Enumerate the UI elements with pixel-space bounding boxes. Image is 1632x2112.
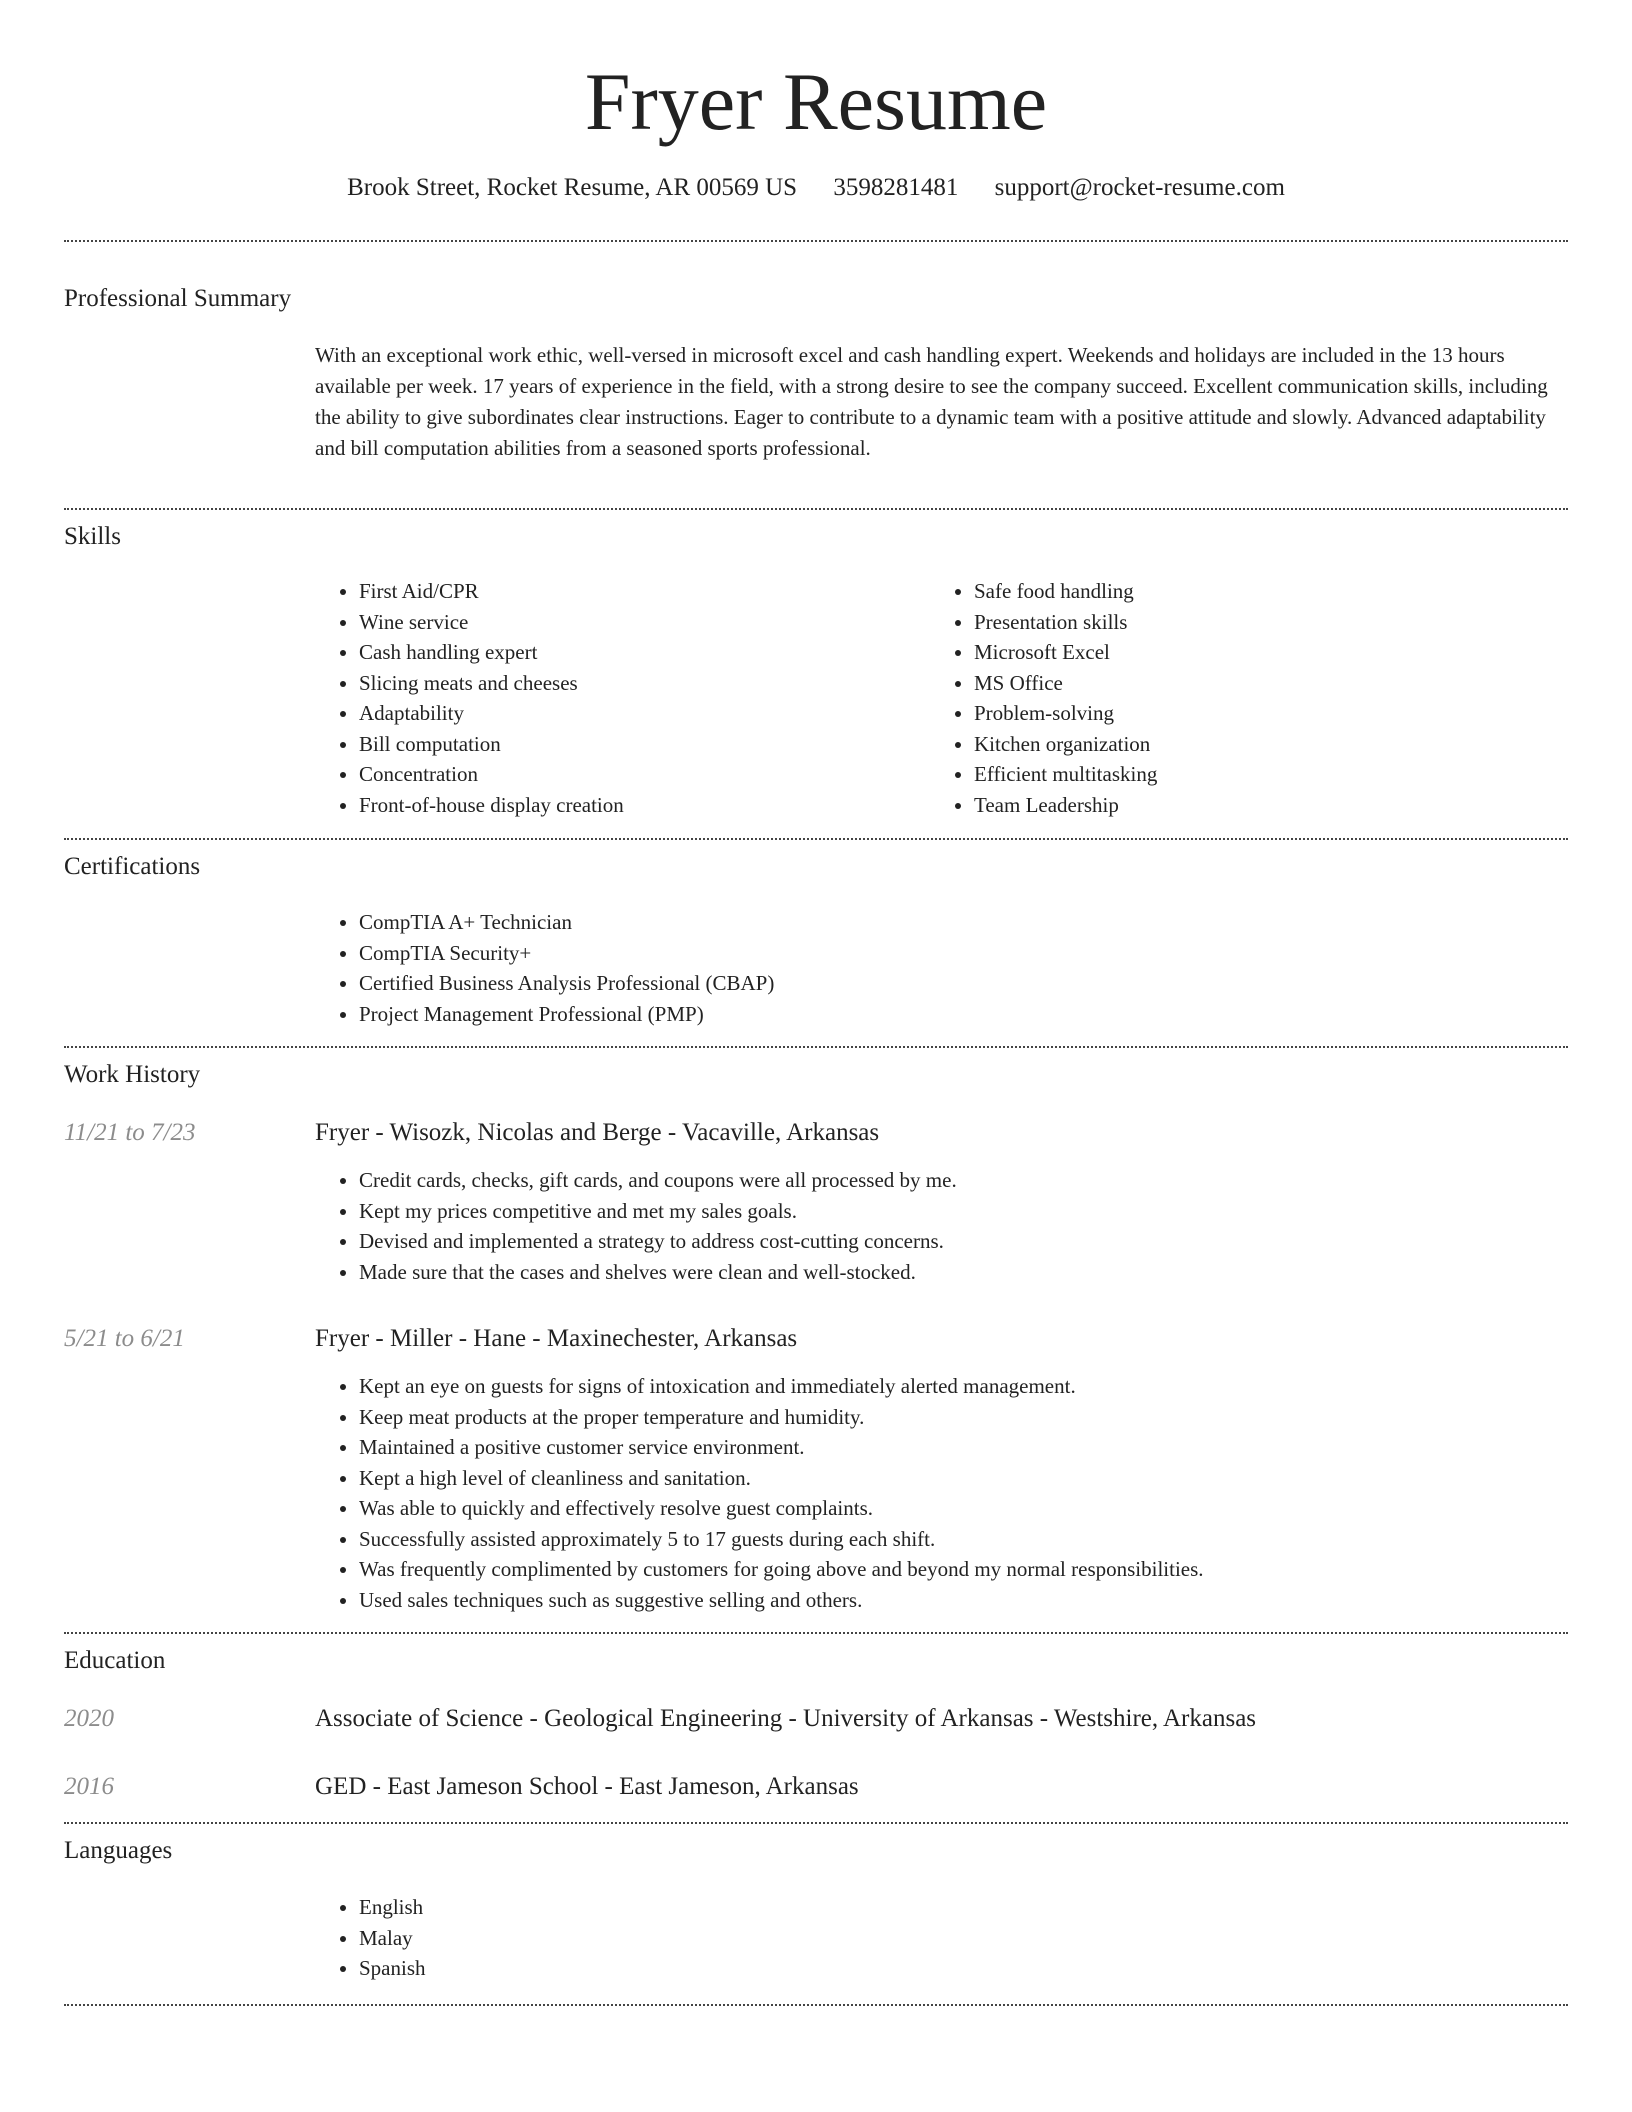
- job-bullet: • Successfully assisted approximately 5 to 17 guests during each shift.: [359, 1524, 1568, 1555]
- section-divider: [64, 1046, 1568, 1048]
- languages-list: [315, 1892, 1568, 1984]
- certification-item: • CompTIA A+ Technician: [359, 907, 1568, 938]
- contact-phone: 3598281481: [833, 174, 959, 201]
- summary-title: Professional Summary: [64, 285, 292, 312]
- job-bullet: • Maintained a positive customer service environment.: [359, 1432, 1568, 1463]
- certifications-section: [315, 907, 1568, 1029]
- job-bullet: • Made sure that the cases and shelves were clean and well-stocked.: [359, 1257, 1568, 1288]
- summary-section: [315, 340, 1568, 464]
- job-bullet: • Kept a high level of cleanliness and sanitation.: [359, 1463, 1568, 1494]
- job-bullets-section: [315, 1165, 1568, 1287]
- section-divider: [64, 2004, 1568, 2006]
- language-item: • Malay: [359, 1923, 1568, 1954]
- section-divider: [64, 240, 1568, 242]
- languages-title: Languages: [64, 1837, 173, 1864]
- education-year: 2020: [64, 1705, 114, 1732]
- section-divider: [64, 1822, 1568, 1824]
- section-divider: [64, 838, 1568, 840]
- job-dates: 5/21 to 6/21: [64, 1325, 185, 1352]
- skill-item: • Microsoft Excel: [974, 637, 1157, 668]
- skill-item: • MS Office: [974, 668, 1157, 699]
- skill-item: • Team Leadership: [974, 790, 1157, 821]
- skills-list-right: [930, 576, 1157, 820]
- skill-item: • Concentration: [359, 759, 1568, 790]
- job-bullet: • Kept my prices competitive and met my sales goals.: [359, 1196, 1568, 1227]
- job-bullet: • Credit cards, checks, gift cards, and coupons were all processed by me.: [359, 1165, 1568, 1196]
- job-bullet: • Devised and implemented a strategy to address cost-cutting concerns.: [359, 1226, 1568, 1257]
- work-title: Work History: [64, 1061, 201, 1088]
- skill-item: • Adaptability: [359, 698, 1568, 729]
- skills-title: Skills: [64, 523, 121, 550]
- certification-item: • Project Management Professional (PMP): [359, 999, 1568, 1030]
- job-bullet: • Was able to quickly and effectively resolve guest complaints.: [359, 1493, 1568, 1524]
- skill-item: • Slicing meats and cheeses: [359, 668, 1568, 699]
- education-title: Education: [64, 1647, 166, 1674]
- education-heading: GED - East Jameson School - East Jameson, Arkansas: [315, 1773, 859, 1800]
- education-heading: Associate of Science - Geological Engineering - University of Arkansas - Westshire, Arkansas: [315, 1705, 1257, 1732]
- skill-item: • Cash handling expert: [359, 637, 1568, 668]
- summary-text: With an exceptional work ethic, well-versed in microsoft excel and cash handling expert. Weekends and holidays are included in the 13 hours available per week. 17 years of experience in the field, with a strong desire to see the company succeed. Excellent communication skills, including the ability to give subordinates clear instructions. Eager to contribute to a dynamic team with a positive attitude and slowly. Advanced adaptability and bill computation abilities from a seasoned sports professional.: [315, 343, 1548, 460]
- job-heading: Fryer - Wisozk, Nicolas and Berge - Vacaville, Arkansas: [315, 1119, 880, 1146]
- certification-item: • CompTIA Security+: [359, 938, 1568, 969]
- certifications-list: [315, 907, 1568, 1029]
- job-dates: 11/21 to 7/23: [64, 1119, 196, 1146]
- contact-line: [0, 170, 1632, 206]
- languages-section: [315, 1892, 1568, 1984]
- contact-email: support@rocket-resume.com: [994, 174, 1285, 201]
- language-item: • Spanish: [359, 1953, 1568, 1984]
- job-bullet: • Used sales techniques such as suggestive selling and others.: [359, 1585, 1568, 1616]
- job-bullet: • Kept an eye on guests for signs of intoxication and immediately alerted management.: [359, 1371, 1568, 1402]
- education-year: 2016: [64, 1773, 114, 1800]
- job-bullets-section: [315, 1371, 1568, 1615]
- skill-item: • Presentation skills: [974, 607, 1157, 638]
- skill-item: • Efficient multitasking: [974, 759, 1157, 790]
- skill-item: • Kitchen organization: [974, 729, 1157, 760]
- job-bullets: [315, 1371, 1568, 1615]
- job-heading: Fryer - Miller - Hane - Maxinechester, Arkansas: [315, 1325, 798, 1352]
- skill-item: • Wine service: [359, 607, 1568, 638]
- section-divider: [64, 508, 1568, 510]
- section-divider: [64, 1632, 1568, 1634]
- skills-section: [315, 576, 1568, 820]
- skill-item: • Safe food handling: [974, 576, 1157, 607]
- resume-name: Fryer Resume: [584, 56, 1048, 147]
- skill-item: • Problem-solving: [974, 698, 1157, 729]
- job-bullet: • Keep meat products at the proper temperature and humidity.: [359, 1402, 1568, 1433]
- skill-item: • Front-of-house display creation: [359, 790, 1568, 821]
- language-item: • English: [359, 1892, 1568, 1923]
- contact-address: Brook Street, Rocket Resume, AR 00569 US: [347, 174, 798, 201]
- job-bullet: • Was frequently complimented by customers for going above and beyond my normal responsibilities.: [359, 1554, 1568, 1585]
- skill-item: • Bill computation: [359, 729, 1568, 760]
- job-bullets: [315, 1165, 1568, 1287]
- certification-item: • Certified Business Analysis Professional (CBAP): [359, 968, 1568, 999]
- certifications-title: Certifications: [64, 853, 201, 880]
- skill-item: • First Aid/CPR: [359, 576, 1568, 607]
